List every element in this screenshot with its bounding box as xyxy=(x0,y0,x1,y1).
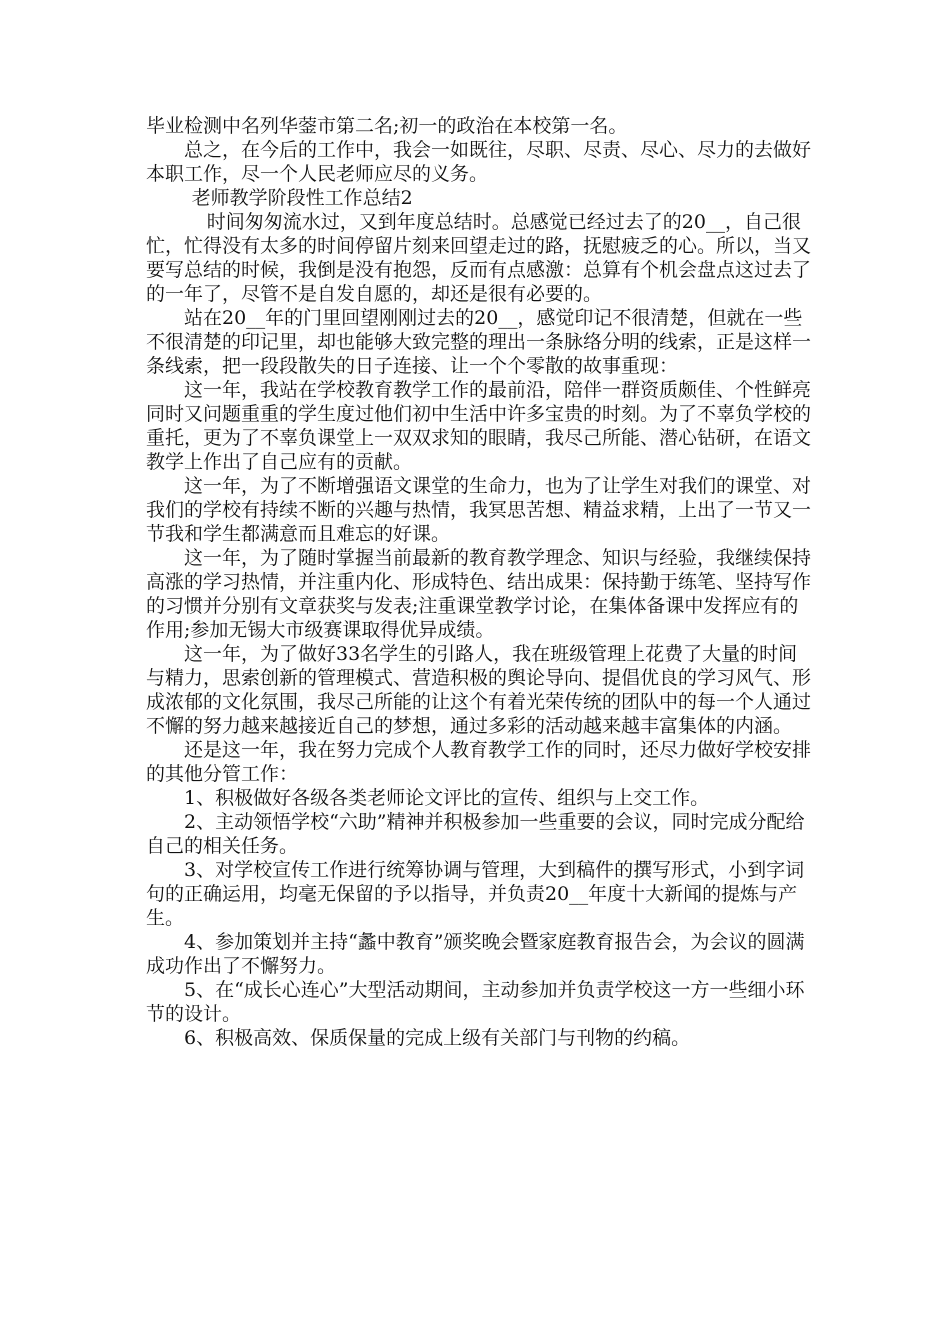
list-item-2: 2、主动领悟学校“六助”精神并积极参加一些重要的会议，同时完成分配给自己的相关任务。 xyxy=(146,811,805,857)
paragraph-reflection: 站在20__年的门里回望刚刚过去的20__，感觉印记不很清楚，但就在一些不很清楚的印记里，却也能够大致完整的理出一条脉络分明的线索，正是这样一条线索，把一段段散失的日子连接、让一个个零散的故事重现： xyxy=(146,307,812,377)
list-item-3: 3、对学校宣传工作进行统筹协调与管理，大到稿件的撰写形式，小到字词句的正确运用，均毫无保留的予以指导，并负责20__年度十大新闻的提炼与产生。 xyxy=(146,859,805,929)
paragraph-intro: 时间匆匆流水过，又到年度总结时。总感觉已经过去了的20__，自己很忙，忙得没有太多的时间停留片刻来回望走过的路，抚慰疲乏的心。所以，当又要写总结的时候，我倒是没有抱怨，反而有点感激：总算有个机会盘点这过去了的一年了，尽管不是自发自愿的，却还是很有必要的。 xyxy=(146,211,812,305)
list-item-1: 1、积极做好各级各类老师论文评比的宣传、组织与上交工作。 xyxy=(184,787,710,809)
paragraph-class-management: 这一年，为了做好33名学生的引路人，我在班级管理上花费了大量的时间与精力，思索创新的管理模式、营造积极的舆论导向、提倡优良的学习风气、形成浓郁的文化氛围，我尽己所能的让这个有着光荣传统的团队中的每一个人通过不懈的努力越来越接近自己的梦想，通过多彩的活动越来越丰富集体的内涵。 xyxy=(146,643,812,737)
paragraph-other-duties: 还是这一年，我在努力完成个人教育教学工作的同时，还尽力做好学校安排的其他分管工作： xyxy=(146,739,812,785)
list-item-5: 5、在“成长心连心”大型活动期间，主动参加并负责学校这一方一些细小环节的设计。 xyxy=(146,979,805,1025)
list-item-4: 4、参加策划并主持“蠡中教育”颁奖晚会暨家庭教育报告会，为会议的圆满成功作出了不懈努力。 xyxy=(146,931,805,977)
paragraph-continuation: 毕业检测中名列华蓥市第二名;初一的政治在本校第一名。 xyxy=(146,115,628,137)
document-body xyxy=(146,114,812,1050)
list-item-6: 6、积极高效、保质保量的完成上级有关部门与刊物的约稿。 xyxy=(184,1027,691,1049)
paragraph-teaching: 这一年，我站在学校教育教学工作的最前沿，陪伴一群资质颇佳、个性鲜亮同时又问题重重的学生度过他们初中生活中许多宝贵的时刻。为了不辜负学校的重托，更为了不辜负课堂上一双双求知的眼睛，我尽己所能、潜心钻研，在语文教学上作出了自己应有的贡献。 xyxy=(146,379,812,473)
paragraph-conclusion: 总之，在今后的工作中，我会一如既往，尽职、尽责、尽心、尽力的去做好本职工作，尽一个人民老师应尽的义务。 xyxy=(146,139,812,185)
paragraph-classroom: 这一年，为了不断增强语文课堂的生命力，也为了让学生对我们的课堂、对我们的学校有持续不断的兴趣与热情，我冥思苦想、精益求精，上出了一节又一节我和学生都满意而且难忘的好课。 xyxy=(146,475,812,545)
paragraph-learning: 这一年，为了随时掌握当前最新的教育教学理念、知识与经验，我继续保持高涨的学习热情，并注重内化、形成特色、结出成果：保持勤于练笔、坚持写作的习惯并分别有文章获奖与发表;注重课堂教学讨论，在集体备课中发挥应有的作用;参加无锡大市级赛课取得优异成绩。 xyxy=(146,547,812,641)
section-heading: 老师教学阶段性工作总结2 xyxy=(191,187,413,209)
